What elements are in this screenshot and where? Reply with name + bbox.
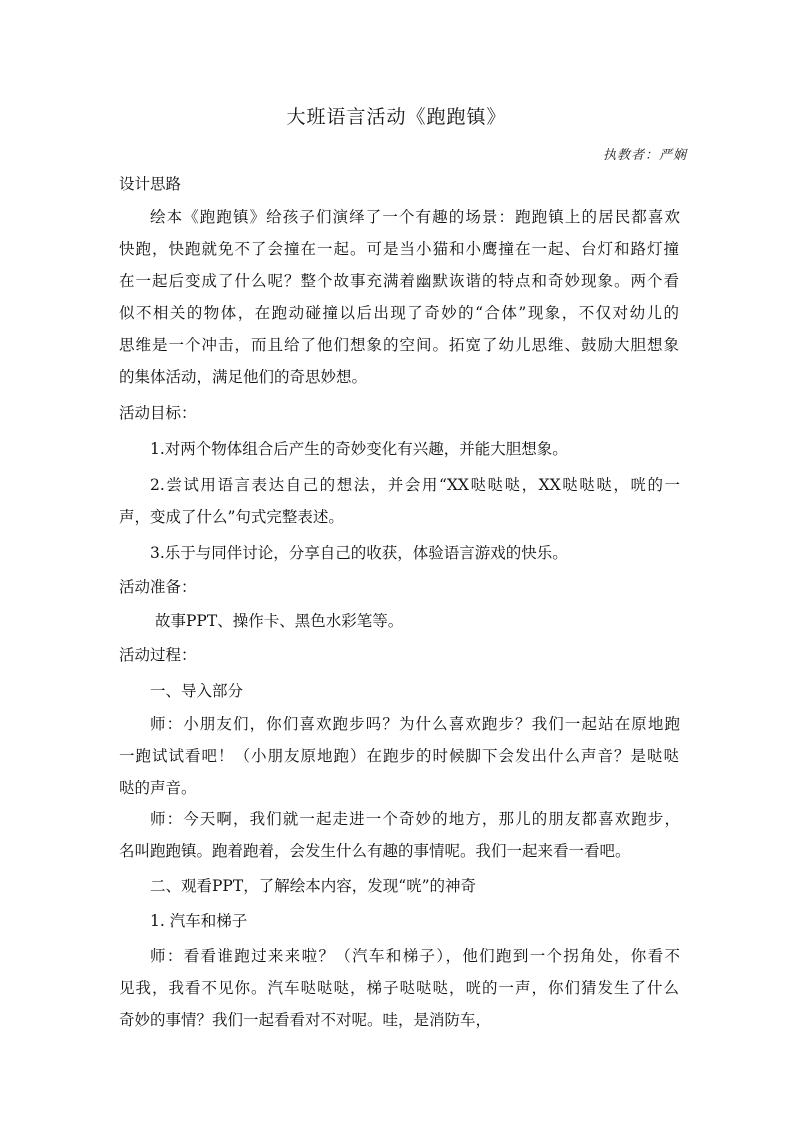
- process-paragraph-line: 见我，我看不见你。汽车哒哒哒，梯子哒哒哒，咣的一声，你们猜发生了什么: [119, 979, 679, 997]
- section-heading-design: 设计思路: [119, 175, 182, 193]
- section-heading-process: 活动过程：: [119, 646, 197, 664]
- goal-item: 2.尝试用语言表达自己的想法，并会用“XX哒哒哒，XX哒哒哒，咣的一: [150, 476, 680, 494]
- goal-item: 1.对两个物体组合后产生的奇妙变化有兴趣，并能大胆想象。: [150, 440, 568, 458]
- design-line: 在一起后变成了什么呢？整个故事充满着幽默诙谐的特点和奇妙现象。两个看: [119, 272, 679, 290]
- author-line: 执教者：严娴: [602, 148, 687, 163]
- goal-item-continued: 声，变成了什么”句式完整表述。: [119, 508, 344, 526]
- process-paragraph-line: 师：看看谁跑过来来啦？（汽车和梯子），他们跑到一个拐角处，你看不: [150, 947, 680, 965]
- process-paragraph-line: 名叫跑跑镇。跑着跑着，会发生什么有趣的事情呢。我们一起来看一看吧。: [119, 842, 631, 860]
- prep-text: 故事PPT、操作卡、黑色水彩笔等。: [155, 612, 404, 630]
- process-paragraph-line: 一跑试试看吧！（小朋友原地跑）在跑步的时候脚下会发出什么声音？是哒哒: [119, 747, 679, 765]
- process-paragraph-line: 师：小朋友们，你们喜欢跑步吗？为什么喜欢跑步？我们一起站在原地跑: [150, 715, 680, 733]
- process-paragraph-line: 奇妙的事情？我们一起看看对不对呢。哇，是消防车，: [119, 1011, 492, 1029]
- process-part-heading: 二、观看PPT，了解绘本内容，发现“咣”的神奇: [150, 877, 477, 895]
- process-subheading: 1. 汽车和梯子: [150, 912, 248, 930]
- section-heading-goals: 活动目标：: [119, 404, 197, 422]
- process-paragraph-line: 师：今天啊，我们就一起走进一个奇妙的地方，那儿的朋友都喜欢跑步，: [150, 810, 680, 828]
- goal-item: 3.乐于与同伴讨论，分享自己的收获，体验语言游戏的快乐。: [150, 544, 568, 562]
- design-line: 思维是一个冲击，而且给了他们想象的空间。拓宽了幼儿思维、鼓励大胆想象: [119, 336, 679, 354]
- design-line: 似不相关的物体，在跑动碰撞以后出现了奇妙的“合体”现象，不仅对幼儿的: [119, 304, 679, 322]
- design-line: 的集体活动，满足他们的奇思妙想。: [119, 368, 368, 386]
- design-line: 快跑，快跑就免不了会撞在一起。可是当小猫和小鹰撞在一起、台灯和路灯撞: [119, 240, 679, 258]
- page-title: 大班语言活动《跑跑镇》: [286, 106, 507, 128]
- process-part-heading: 一、导入部分: [150, 682, 244, 700]
- section-heading-prep: 活动准备：: [119, 578, 197, 596]
- process-paragraph-line: 哒的声音。: [119, 779, 197, 797]
- design-line: 绘本《跑跑镇》给孩子们演绎了一个有趣的场景：跑跑镇上的居民都喜欢: [150, 208, 680, 226]
